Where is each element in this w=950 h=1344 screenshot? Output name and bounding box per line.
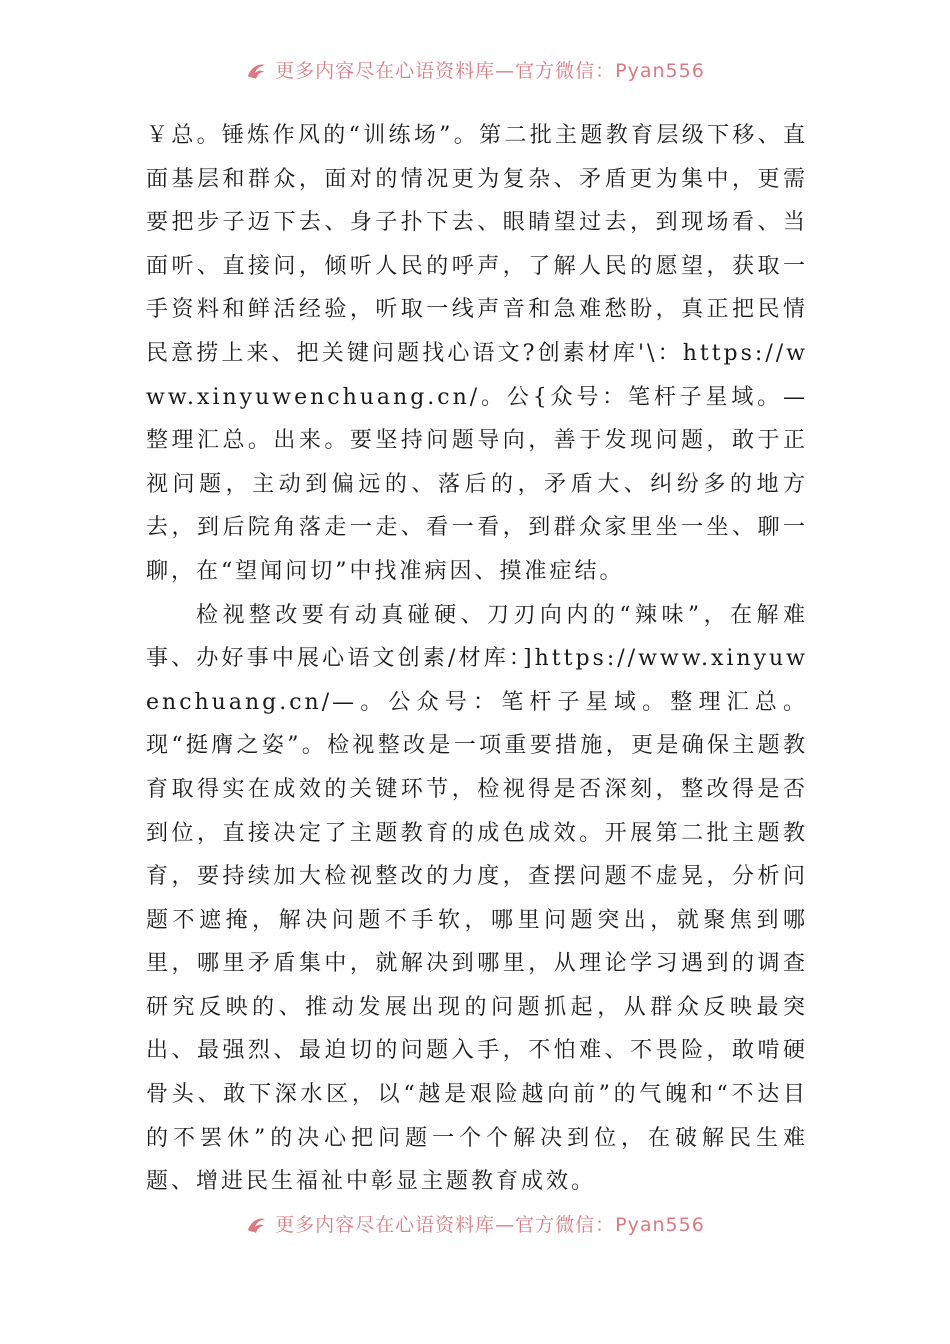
phoenix-logo-icon [245, 59, 267, 81]
paragraph-1: ￥总。锤炼作风的“训练场”。第二批主题教育层级下移、直面基层和群众，面对的情况更为复杂、矛盾更为集中，更需要把步子迈下去、身子扑下去、眼睛望过去，到现场看、当面听、直接问，倾听人民的呼声，了解人民的愿望，获取一手资料和鲜活经验，听取一线声音和急难愁盼，真正把民情民意捞上来、把关键问题找心语文?创素材库'\：https://www.xinyuwenchuang.cn/。公{众号：笔杆子星域。—整理汇总。出来。要坚持问题导向，善于发现问题，敢于正视问题，主动到偏远的、落后的，矛盾大、纠纷多的地方去，到后院角落走一走、看一看，到群众家里坐一坐、聊一聊，在“望闻问切”中找准病因、摸准症结。 [146, 123, 808, 584]
footer-banner-text: 更多内容尽在心语资料库—官方微信：Pyan556 [275, 1214, 705, 1236]
paragraph-2: 检视整改要有动真碰硬、刀刃向内的“辣味”，在解难事、办好事中展心语文创素/材库：]https://www.xinyuwenchuang.cn/—。公众号：笔杆子星域。整理汇总。现“挺膺之姿”。检视整改是一项重要措施，更是确保主题教育取得实在成效的关键环节，检视得是否深刻，整改得是否到位，直接决定了主题教育的成色成效。开展第二批主题教育，要持续加大检视整改的力度，查摆问题不虚晃，分析问题不遮掩，解决问题不手软，哪里问题突出，就聚焦到哪里，哪里矛盾集中，就解决到哪里，从理论学习遇到的调查研究反映的、推动发展出现的问题抓起，从群众反映最突出、最强烈、最迫切的问题入手，不怕难、不畏险，敢啃硬骨头、敢下深水区，以“越是艰险越向前”的气魄和“不达目的不罢休”的决心把问题一个个解决到位，在破解民生难题、增进民生福祉中彰显主题教育成效。 [146, 602, 808, 1195]
footer-banner [0, 1212, 950, 1238]
document-body [146, 114, 808, 1204]
phoenix-logo-icon [245, 1213, 267, 1235]
header-banner-text: 更多内容尽在心语资料库—官方微信：Pyan556 [275, 60, 705, 82]
header-banner [0, 58, 950, 84]
